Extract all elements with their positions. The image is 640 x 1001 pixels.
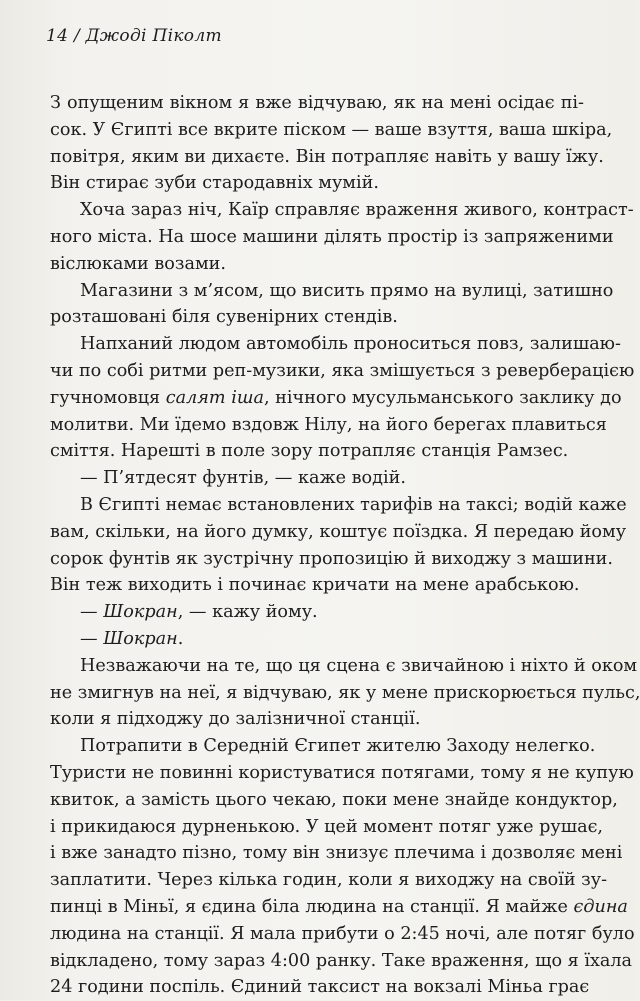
text-line: Хоча зараз ніч, Каїр справляє враження живого, контраст- — [80, 200, 634, 221]
text-line: 24 години поспіль. Єдиний таксист на вокзалі Міньа грає — [50, 977, 590, 998]
text-line: повітря, яким ви дихаєте. Він потрапляє навіть у вашу їжу. — [50, 146, 604, 167]
text-line: Він теж виходить і починає кричати на мене арабською. — [50, 575, 580, 596]
italic-term: салят іша — [165, 387, 264, 408]
text-line: Напханий людом автомобіль проноситься повз, залишаю- — [80, 334, 621, 355]
italic-term: Шокран — [103, 628, 178, 649]
text-run: , — кажу йому. — [177, 602, 318, 623]
text-run: . — [177, 628, 184, 649]
text-run: пинці в Міньї, я єдина біла людина на станції. Я майже — [50, 896, 574, 917]
text-line: В Єгипті немає встановлених тарифів на таксі; водій каже — [80, 494, 627, 515]
text-line: коли я підходжу до залізничної станції. — [50, 709, 421, 730]
text-line: Магазини з м’ясом, що висить прямо на вулиці, затишно — [80, 280, 614, 301]
italic-term: єдина — [573, 896, 628, 917]
text-run: , нічного мусульманського заклику до — [263, 387, 622, 408]
text-line: сорок фунтів як зустрічну пропозицію й виходжу з машини. — [50, 548, 613, 569]
text-line: Потрапити в Середній Єгипет жителю Заходу нелегко. — [80, 736, 596, 757]
text-run: — — [80, 602, 104, 623]
text-line: ного міста. На шосе машини ділять простір із запряженими — [50, 226, 614, 247]
text-line: Незважаючи на те, що ця сцена є звичайною і ніхто й оком — [80, 655, 638, 676]
text-line: і прикидаюся дурненькою. У цей момент потяг уже рушає, — [50, 816, 604, 837]
header-separator: / — [68, 26, 86, 46]
text-line: людина на станції. Я мала прибути о 2:45 ночі, але потяг було — [50, 923, 635, 944]
text-line: не змигнув на неї, я відчуваю, як у мене прискорюється пульс, — [50, 682, 640, 703]
body-text — [50, 90, 640, 1001]
text-line: квиток, а замість цього чекаю, поки мене знайде кондуктор, — [50, 789, 618, 810]
text-line: відкладено, тому зараз 4:00 ранку. Таке враження, що я їхала — [50, 950, 633, 971]
text-line: віслюками возами. — [50, 253, 226, 274]
text-line: сміття. Нарешті в поле зору потрапляє станція Рамзес. — [50, 441, 569, 462]
text-line: і вже занадто пізно, тому він знизує плечима і дозволяє мені — [50, 843, 623, 864]
text-line — [50, 599, 584, 626]
text-line: чи по собі ритми реп-музики, яка змішується з реверберацією — [50, 360, 635, 381]
running-header — [46, 26, 222, 46]
header-author: Джоді Піколт — [85, 26, 222, 46]
text-line: сок. У Єгипті все вкрите піском — ваше взуття, ваша шкіра, — [50, 119, 613, 140]
text-line: розташовані біля сувенірних стендів. — [50, 307, 398, 328]
page-number: 14 — [46, 26, 69, 46]
text-line — [50, 385, 622, 412]
text-line — [50, 894, 628, 921]
text-run: — — [80, 628, 104, 649]
text-line: Туристи не повинні користуватися потягами, тому я не купую — [50, 762, 634, 783]
text-line: заплатити. Через кілька годин, коли я виходжу на своїй зу- — [50, 870, 608, 891]
text-line — [50, 626, 584, 653]
text-line: З опущеним вікном я вже відчуваю, як на мені осідає пі- — [50, 93, 584, 113]
text-run: гучномовця — [50, 387, 166, 408]
text-line: Він стирає зуби стародавніх мумій. — [50, 173, 379, 194]
text-line: молитви. Ми їдемо вздовж Нілу, на його берегах плавиться — [50, 414, 607, 435]
text-line: — П’ятдесят фунтів, — каже водій. — [80, 468, 406, 489]
text-line: вам, скільки, на його думку, коштує поїздка. Я передаю йому — [50, 521, 627, 542]
italic-term: Шокран — [103, 602, 178, 623]
